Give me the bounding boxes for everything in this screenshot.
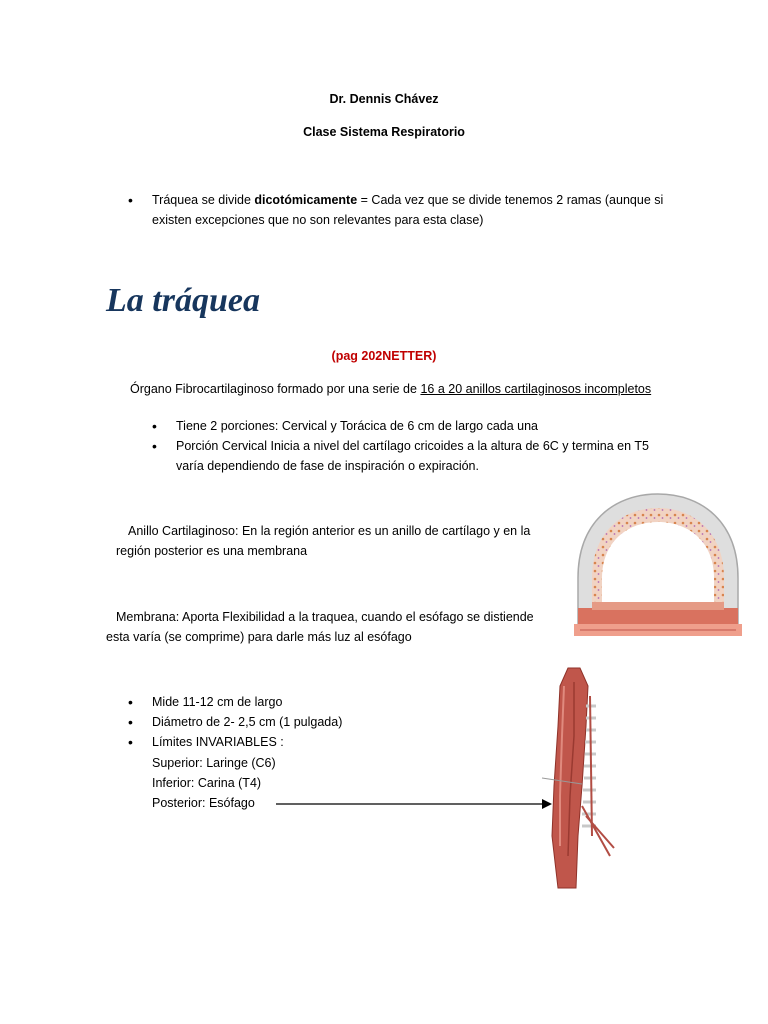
list-item: • Porción Cervical Inicia a nivel del cartílago cricoides a la altura de 6C y termina en T5 varía dependiendo de fase de inspiración o expiración.: [150, 436, 670, 476]
list-item: • Límites INVARIABLES :: [126, 732, 426, 752]
subject-title: Clase Sistema Respiratorio: [303, 125, 465, 139]
section-title: La tráquea: [106, 282, 260, 319]
trachea-cross-section-image: [568, 488, 748, 644]
list-item: • Mide 11-12 cm de largo: [126, 692, 426, 712]
author-name: Dr. Dennis Chávez: [329, 92, 439, 106]
author-line: [0, 92, 768, 106]
limit-superior: Superior: Laringe (C6): [152, 756, 276, 770]
limit-posterior: Posterior: Esófago: [152, 796, 255, 810]
list-item: • Tiene 2 porciones: Cervical y Torácica de 6 cm de largo cada una: [150, 416, 670, 436]
ring-paragraph: Anillo Cartilaginoso: En la región anterior es un anillo de cartílago y en la región posterior es una membrana: [116, 524, 531, 558]
limits-block: [152, 753, 276, 813]
membrane-paragraph: Membrana: Aporta Flexibilidad a la traquea, cuando el esófago se distiende esta varía (se comprime) para darle más luz al esófago: [106, 610, 534, 644]
trachea-esophagus-image: [530, 666, 630, 892]
pointer-arrow: [276, 796, 556, 812]
list-item: • Diámetro de 2- 2,5 cm (1 pulgada): [126, 712, 426, 732]
organ-description: Órgano Fibrocartilaginoso formado por una serie de 16 a 20 anillos cartilaginosos incompletos: [130, 382, 652, 396]
measures-list: [126, 692, 426, 752]
limit-inferior: Inferior: Carina (T4): [152, 776, 262, 790]
subject-line: [0, 125, 768, 139]
portions-list: [150, 416, 670, 476]
reference-note: (pag 202NETTER): [331, 349, 437, 363]
intro-bullet: • Tráquea se divide dicotómicamente = Cada vez que se divide tenemos 2 ramas (aunque si existen excepciones que no son relevantes para esta clase): [126, 190, 686, 230]
intro-list: [126, 190, 686, 230]
